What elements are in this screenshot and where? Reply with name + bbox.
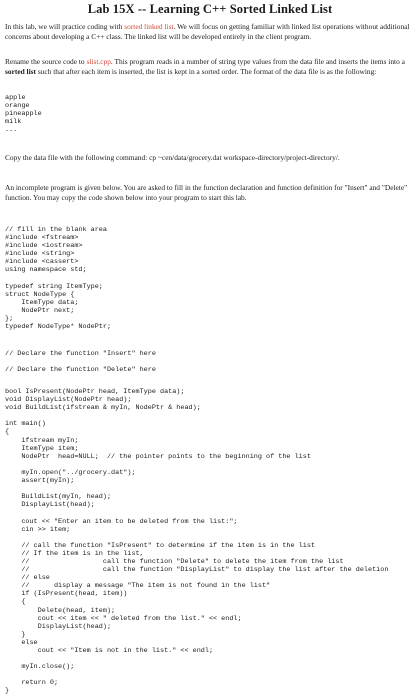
rename-text-1: Rename the source code to — [5, 57, 87, 66]
rename-text-3: such that after each item is inserted, the list is kept in a sorted order. The format of the data file is as the following: — [36, 66, 377, 76]
code-declare-placeholders: // Declare the function "Insert" here // Declare the function "Delete" here — [5, 350, 156, 375]
code-includes-typedefs: // fill in the blank area #include <fstream> #include <iostream> #include <string> #include <cassert> using namespace std; typedef string ItemType; struct NodeType { ItemType data; NodePtr next; }; typedef NodeType* NodePtr; — [5, 226, 112, 332]
code-main-function: bool IsPresent(NodePtr head, ItemType data); void DisplayList(NodePtr head); void BuildList(ifstream & myIn, NodePtr & head); int main() { ifstream myIn; ItemType item; NodePtr head=NULL; // the pointer points to the beginning of the list myIn.open("../grocery.dat"); assert(myIn); BuildList(myIn, head); DisplayList(head); cout << "Enter an item to be deleted from the list:"; cin >> item; // call the function "IsPresent" to determine if the item is in the list // If the item is in the list, // call the function "Delete" to delete the item from the list // call the function "DisplayList" to display the list after the deletion // else // display a message "The item is not found in the list" if (IsPresent(head, item)) { Delete(head, item); cout << item << " deleted from the list." << endl; DisplayList(head); } else cout << "Item is not in the list." << endl; myIn.close(); return 0; } — [5, 388, 389, 696]
sorted-list-emphasis: sorted list — [5, 66, 36, 76]
incomplete-program-instruction: An incomplete program is given below. You are asked to fill in the function declaration and function definition for "Insert" and "Delete" function. You may copy the code shown below into your program to start this lab. — [5, 183, 408, 202]
intro-text-1: In this lab, we will practice coding with — [5, 22, 125, 31]
slist-cpp-link[interactable]: slist.cpp — [86, 57, 111, 66]
document-title: Lab 15X -- Learning C++ Sorted Linked List — [87, 2, 333, 16]
sorted-linked-list-link[interactable]: sorted linked list — [124, 22, 174, 31]
rename-text-2: . This program reads in a number of string type values from the data file and inserts the items into a — [110, 57, 405, 66]
rename-paragraph — [5, 57, 415, 77]
data-file-sample: apple orange pineapple milk ... — [5, 94, 42, 135]
copy-instruction: Copy the data file with the following command: cp ~cen/data/grocery.dat workspace-directory/project-directory/. — [5, 153, 340, 162]
intro-paragraph — [5, 22, 415, 42]
intro-text-2: . We will focus on getting familiar with linked list operations without additional concerns about developing a C++ class. The linked list will be developed entirely in the client program. — [5, 22, 410, 41]
